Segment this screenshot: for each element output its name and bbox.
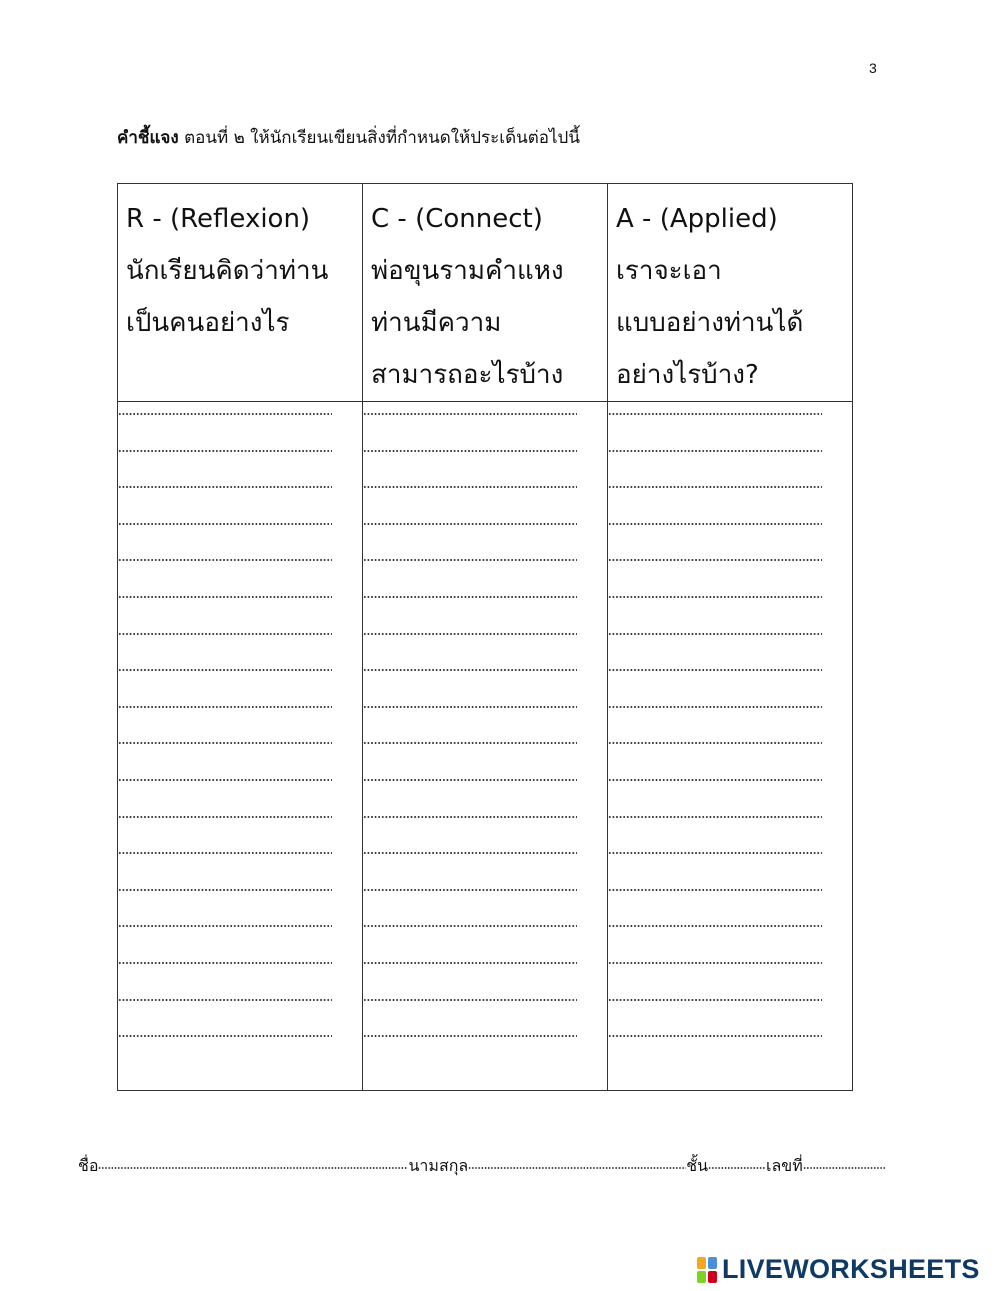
- answer-line[interactable]: [363, 988, 577, 1025]
- column-english: (Applied): [659, 204, 778, 234]
- answer-line[interactable]: [118, 695, 332, 732]
- answer-line[interactable]: [363, 731, 577, 768]
- answer-line[interactable]: [118, 914, 332, 951]
- logo-block: [697, 1271, 706, 1283]
- class-blank[interactable]: [708, 1167, 766, 1169]
- column-code: A -: [616, 204, 660, 234]
- answer-line[interactable]: [608, 658, 822, 695]
- answer-line[interactable]: [118, 622, 332, 659]
- column-line: สามารถอะไรบ้าง: [371, 360, 564, 390]
- surname-label: นามสกุล: [408, 1156, 469, 1175]
- answer-line[interactable]: [608, 878, 822, 915]
- student-info-footer: [78, 1154, 885, 1179]
- answer-line[interactable]: [608, 402, 822, 439]
- answer-line[interactable]: [363, 878, 577, 915]
- answer-line[interactable]: [363, 841, 577, 878]
- logo-blocks-icon: [697, 1257, 719, 1283]
- page-number: 3: [869, 60, 877, 76]
- number-blank[interactable]: [803, 1167, 885, 1169]
- header-cell-applied: [608, 184, 853, 402]
- column-line: ท่านมีความ: [371, 308, 502, 338]
- answer-line[interactable]: [118, 585, 332, 622]
- answer-area-reflexion[interactable]: [118, 402, 363, 1091]
- column-line: แบบอย่างท่านได้: [616, 308, 804, 338]
- answer-line[interactable]: [608, 988, 822, 1025]
- column-line: อย่างไรบ้าง?: [616, 360, 759, 390]
- answer-line[interactable]: [363, 475, 577, 512]
- answer-line[interactable]: [363, 548, 577, 585]
- answer-line[interactable]: [118, 548, 332, 585]
- answer-line[interactable]: [608, 805, 822, 842]
- answer-line[interactable]: [118, 988, 332, 1025]
- answer-line[interactable]: [608, 695, 822, 732]
- answer-line[interactable]: [118, 439, 332, 476]
- answer-line[interactable]: [363, 585, 577, 622]
- name-blank[interactable]: [98, 1167, 408, 1169]
- header-cell-reflexion: [118, 184, 363, 402]
- column-code: C -: [371, 204, 416, 234]
- answer-line[interactable]: [608, 512, 822, 549]
- logo-block: [708, 1271, 717, 1283]
- answer-line[interactable]: [363, 1024, 577, 1061]
- answer-line[interactable]: [608, 585, 822, 622]
- answer-line[interactable]: [363, 402, 577, 439]
- instruction-text: ตอนที่ ๒ ให้นักเรียนเขียนสิ่งที่กำหนดให้ประเด็นต่อไปนี้: [178, 128, 580, 148]
- answer-line[interactable]: [608, 622, 822, 659]
- answer-line[interactable]: [363, 805, 577, 842]
- answer-area-applied[interactable]: [608, 402, 853, 1091]
- answer-line[interactable]: [118, 402, 332, 439]
- answer-line[interactable]: [608, 439, 822, 476]
- answer-line[interactable]: [363, 695, 577, 732]
- answer-line[interactable]: [118, 951, 332, 988]
- answer-line[interactable]: [608, 841, 822, 878]
- name-label: ชื่อ: [78, 1156, 99, 1175]
- answer-line[interactable]: [608, 768, 822, 805]
- answer-line[interactable]: [118, 805, 332, 842]
- answer-line[interactable]: [363, 512, 577, 549]
- column-line: พ่อขุนรามคำแหง: [371, 256, 564, 286]
- answer-line[interactable]: [608, 1024, 822, 1061]
- answer-line[interactable]: [118, 878, 332, 915]
- header-cell-connect: [363, 184, 608, 402]
- answer-line[interactable]: [608, 951, 822, 988]
- instruction: [117, 124, 580, 151]
- class-label: ชั้น: [686, 1156, 708, 1175]
- worksheet-table: [117, 183, 853, 1091]
- answer-row: [118, 402, 853, 1091]
- answer-line[interactable]: [118, 512, 332, 549]
- column-english: (Connect): [415, 204, 543, 234]
- answer-line[interactable]: [363, 658, 577, 695]
- answer-line[interactable]: [608, 914, 822, 951]
- logo-text: LIVEWORKSHEETS: [722, 1254, 980, 1284]
- answer-line[interactable]: [608, 731, 822, 768]
- logo-block: [697, 1257, 706, 1269]
- answer-line[interactable]: [363, 914, 577, 951]
- column-line: เป็นคนอย่างไร: [126, 308, 290, 338]
- instruction-label: คำชี้แจง: [117, 128, 179, 148]
- answer-area-connect[interactable]: [363, 402, 608, 1091]
- number-label: เลขที่: [766, 1156, 803, 1175]
- answer-line[interactable]: [363, 439, 577, 476]
- surname-blank[interactable]: [468, 1167, 686, 1169]
- answer-line[interactable]: [608, 548, 822, 585]
- column-code: R -: [126, 204, 170, 234]
- answer-line[interactable]: [118, 475, 332, 512]
- answer-line[interactable]: [363, 951, 577, 988]
- column-line: นักเรียนคิดว่าท่าน: [126, 256, 329, 286]
- answer-line[interactable]: [608, 475, 822, 512]
- column-line: เราจะเอา: [616, 256, 722, 286]
- liveworksheets-logo: [697, 1254, 980, 1285]
- answer-line[interactable]: [118, 768, 332, 805]
- header-row: [118, 184, 853, 402]
- answer-line[interactable]: [118, 731, 332, 768]
- answer-line[interactable]: [363, 768, 577, 805]
- column-english: (Reflexion): [169, 204, 311, 234]
- answer-line[interactable]: [118, 658, 332, 695]
- answer-line[interactable]: [363, 622, 577, 659]
- logo-block: [708, 1257, 717, 1269]
- answer-line[interactable]: [118, 1024, 332, 1061]
- answer-line[interactable]: [118, 841, 332, 878]
